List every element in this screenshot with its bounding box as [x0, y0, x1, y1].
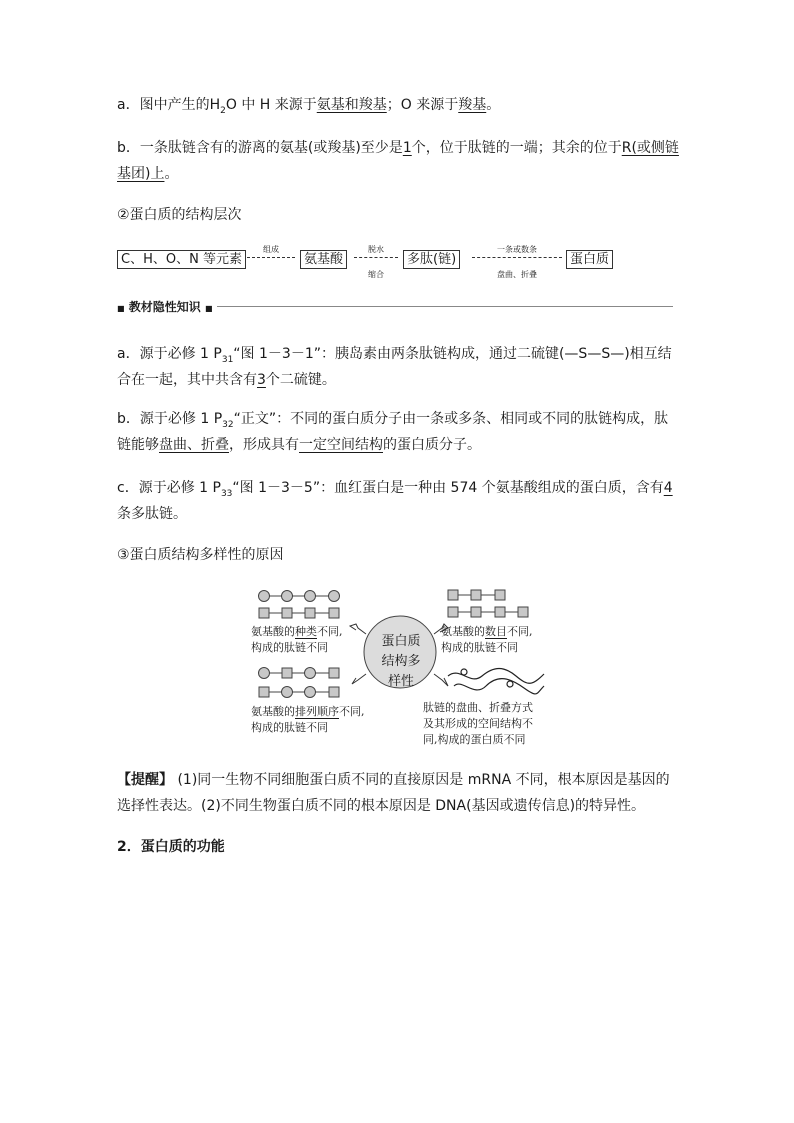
caption-order: 氨基酸的排列顺序不同, 构成的肽链不同: [251, 705, 365, 734]
chain-order-1: [259, 668, 340, 679]
section-square-icon: ■: [117, 304, 125, 313]
center-label: 蛋白质 结构多 样性: [381, 634, 421, 689]
section-header: [117, 298, 673, 314]
reminder-text: (1)同一生物不同细胞蛋白质不同的直接原因是 mRNA 不同，根本原因是基因的选择性表达。(2)不同生物蛋白质不同的根本原因是 DNA(基因或遗传信息)的特异性。: [117, 772, 670, 814]
reminder-note: [117, 767, 680, 819]
flow-arrow-2: 脱水 缩合: [354, 245, 398, 280]
hidden-knowledge-a: a．源于必修 1 $P_{31}“$图 1－3－1”：胰岛素由两条肽链构成，通过二硫键(—S—S—)相互结合在一起，其中共含有3个二硫键。: [117, 346, 672, 388]
flow-box-protein: 蛋白质: [566, 250, 613, 269]
point-b: b．一条肽链含有的游离的氨基(或羧基)至少是1个，位于肽链的一端；其余的位于R(或侧链 基团)上。: [117, 140, 679, 182]
flow-arrow-3: 一条或数条 盘曲、折叠: [472, 245, 562, 280]
flow-box-amino-acid: 氨基酸: [300, 250, 347, 269]
chain-type-circles: [259, 591, 340, 602]
chain-number-short: [448, 590, 505, 600]
caption-type: 氨基酸的种类不同, 构成的肽链不同: [251, 625, 343, 654]
arrow-down-right-icon: [434, 674, 448, 686]
reminder-label: 【提醒】: [117, 772, 173, 788]
flow-arrow-1: 组成: [247, 245, 295, 270]
section-title: 教材隐性知识: [128, 300, 201, 314]
point-a: a．图中产生的$H_2O$ 中 H 来源于氨基和羧基；O 来源于羧基。: [117, 97, 501, 116]
section-square-icon: ■: [204, 304, 213, 313]
diversity-figure: [248, 582, 548, 752]
chain-number-long: [448, 607, 528, 617]
flow-box-polypeptide: 多肽(链): [403, 250, 460, 269]
diversity-title: ③蛋白质结构多样性的原因: [117, 547, 284, 563]
arrow-down-left-icon: [352, 674, 366, 684]
structure-flow: [117, 245, 617, 279]
chain-type-squares: [259, 608, 339, 618]
structure-title: ②蛋白质的结构层次: [117, 207, 242, 223]
folded-chains-icon: [448, 669, 544, 694]
function-title: 2．蛋白质的功能: [117, 839, 225, 855]
caption-folding: 肽链的盘曲、折叠方式 及其形成的空间结构不 同,构成的蛋白质不同: [423, 701, 533, 746]
flow-box-elements: C、H、O、N 等元素: [117, 250, 246, 269]
chain-order-2: [259, 687, 339, 698]
hidden-knowledge-b: b．源于必修 1 $P_{32}“$正文”：不同的蛋白质分子由一条或多条、相同或不同的肽链构成，肽链能够盘曲、折叠，形成具有一定空间结构的蛋白质分子。: [117, 411, 669, 453]
hidden-knowledge-c: c．源于必修 1 $P_{33}“$图 1－3－5”：血红蛋白是一种由 574 个氨基酸组成的蛋白质，含有4条多肽链。: [117, 480, 673, 522]
section-divider: [217, 306, 673, 307]
arrow-up-left-icon: [350, 624, 366, 634]
caption-number: 氨基酸的数目不同, 构成的肽链不同: [441, 625, 533, 654]
